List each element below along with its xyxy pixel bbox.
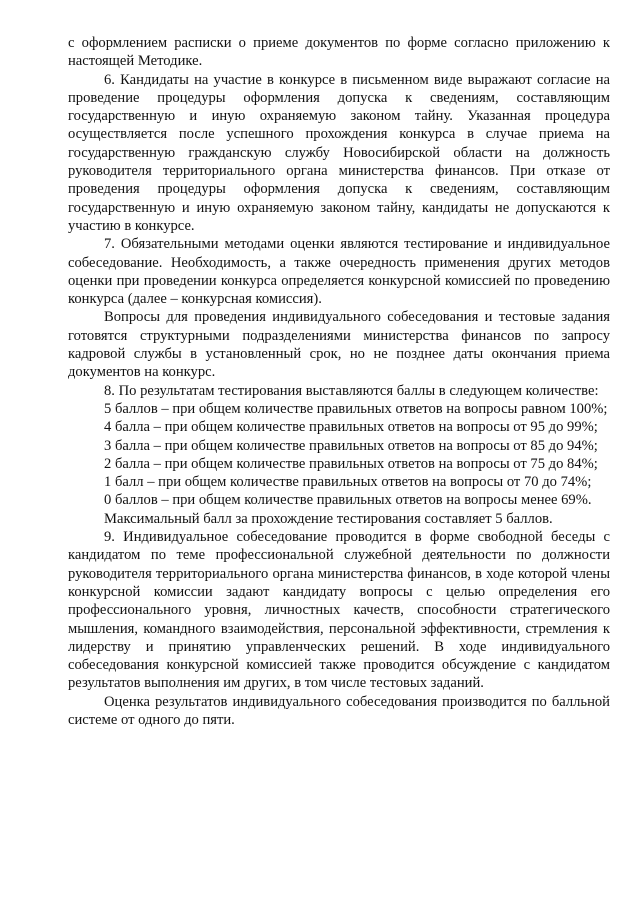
paragraph-interview-evaluation: Оценка результатов индивидуального собеседования производится по балльной системе от одного до пяти.: [68, 693, 610, 728]
score-line-4: 4 балла – при общем количестве правильных ответов на вопросы от 95 до 99%;: [104, 419, 598, 436]
paragraph-item-7-methods: 7. Обязательными методами оценки являются тестирование и индивидуальное собеседование. Необходимость, а также очередность применения других методов оценки при проведении конкурса определяется конкурсной комиссией по проведению конкурса (далее – конкурсная комиссия).: [68, 236, 610, 308]
score-line-2: 2 балла – при общем количестве правильных ответов на вопросы от 75 до 84%;: [104, 455, 598, 472]
score-line-3: 3 балла – при общем количестве правильных ответов на вопросы от 85 до 94%;: [104, 437, 598, 454]
score-line-0: 0 баллов – при общем количестве правильных ответов на вопросы менее 69%.: [104, 492, 592, 509]
paragraph-item-9-interview: 9. Индивидуальное собеседование проводится в форме свободной беседы с кандидатом по теме профессиональной служебной деятельности по должности руководителя территориального органа министерства финансов, в ходе которой члены конкурсной комиссии задают кандидату вопросы с целью определения его профессионального уровня, личностных качеств, способности стратегического мышления, командного взаимодействия, персональной эффективности, стремления к лидерству и принятию управленческих решений. В ходе индивидуального собеседования конкурсной комиссией также проводится обсуждение с кандидатом результатов выполнения им других, в том числе тестовых заданий.: [68, 529, 610, 692]
paragraph-max-score: Максимальный балл за прохождение тестирования составляет 5 баллов.: [104, 510, 553, 527]
score-line-5: 5 баллов – при общем количестве правильных ответов на вопросы равном 100%;: [104, 400, 608, 417]
paragraph-item-6-consent: 6. Кандидаты на участие в конкурсе в письменном виде выражают согласие на проведение процедуры оформления допуска к сведениям, составляющим государственную и иную охраняемую законом тайну. Указанная процедура осуществляется после успешного прохождения конкурса в случае приема на государственную гражданскую службу Новосибирской области на должность руководителя территориального органа министерства финансов. При отказе от проведения процедуры оформления допуска к сведениям, составляющим государственную и иную охраняемую законом тайну, кандидаты не допускаются к участию в конкурсе.: [68, 71, 610, 234]
paragraph-interview-questions: Вопросы для проведения индивидуального собеседования и тестовые задания готовятся структурными подразделениями министерства финансов по запросу кадровой службы в установленный срок, но не позднее даты окончания приема документов на конкурс.: [68, 309, 610, 381]
paragraph-item-8-scores: 8. По результатам тестирования выставляются баллы в следующем количестве:: [104, 382, 599, 399]
paragraph-document-receipt: с оформлением расписки о приеме документов по форме согласно приложению к настоящей Методике.: [68, 35, 610, 70]
score-line-1: 1 балл – при общем количестве правильных ответов на вопросы от 70 до 74%;: [104, 474, 592, 491]
document-page: [68, 34, 610, 729]
